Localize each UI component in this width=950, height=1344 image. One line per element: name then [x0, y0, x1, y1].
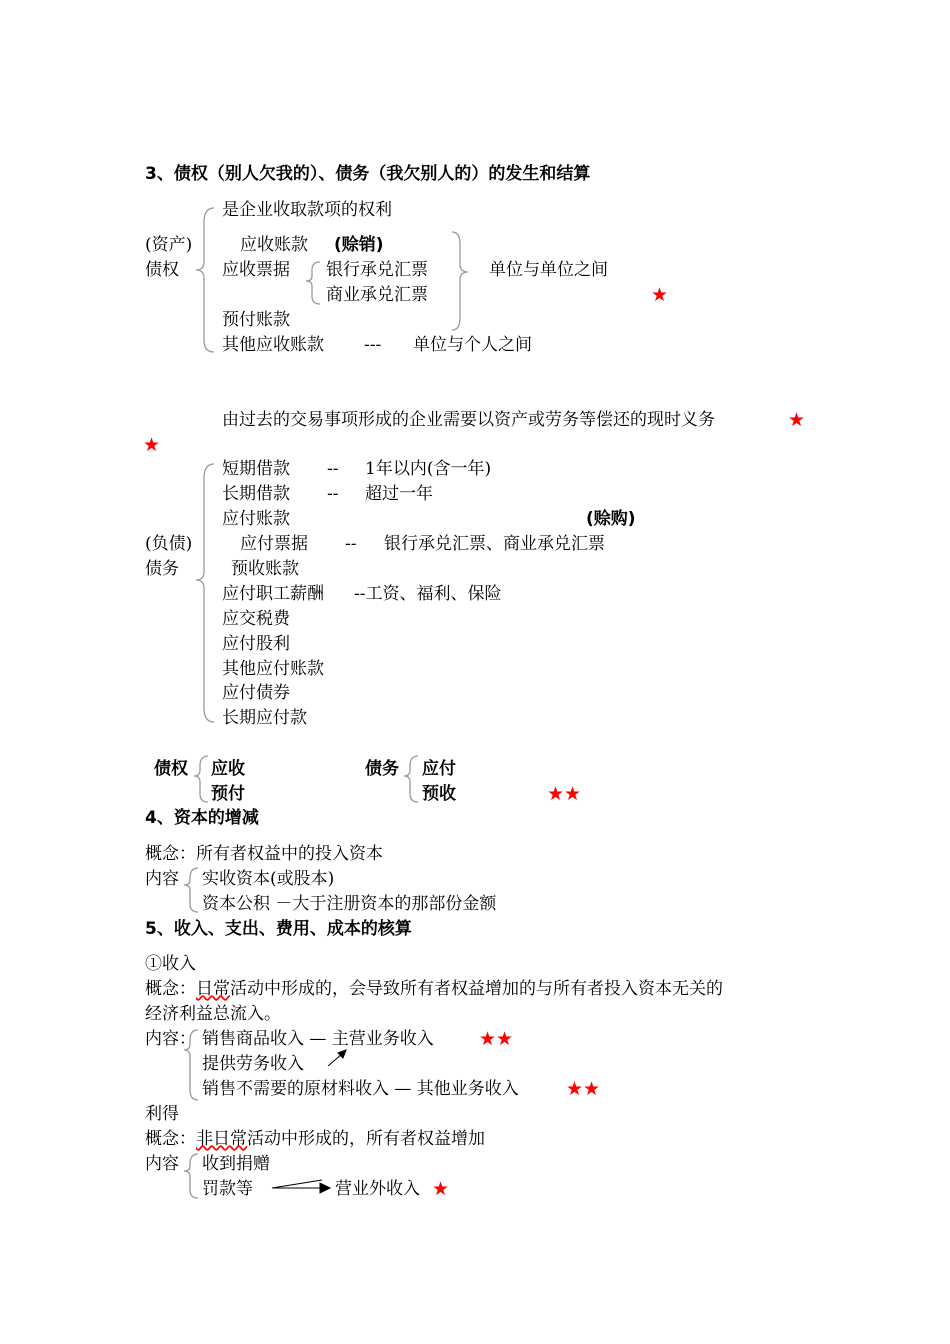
bill-brace	[306, 262, 320, 304]
other-receivables: 其他应收账款	[222, 335, 324, 355]
between-units-note: 单位与单位之间	[489, 260, 608, 280]
summary-claim-prepaid: 预付	[211, 784, 245, 804]
accounts-receivable: 应收账款	[240, 235, 308, 255]
other-payables: 其他应付账款	[222, 659, 324, 679]
star-icon: ★	[432, 1178, 450, 1200]
notes-receivable: 应收票据	[222, 260, 290, 280]
dividends-payable: 应付股利	[222, 634, 290, 654]
accounts-payable: 应付账款	[222, 509, 290, 529]
paid-in-capital: 实收资本(或股本)	[202, 869, 335, 889]
asset-definition: 是企业收取款项的权利	[222, 200, 392, 220]
bonds-payable: 应付债券	[222, 683, 290, 703]
donation-received: 收到捐赠	[202, 1154, 270, 1174]
capital-brace	[184, 868, 198, 912]
star-icon: ★	[651, 284, 669, 306]
notes-payable: 应付票据	[240, 534, 308, 554]
advance-receipts: 预收账款	[231, 559, 299, 579]
long-term-payables: 长期应付款	[222, 708, 307, 728]
taxes-payable: 应交税费	[222, 609, 290, 629]
claim-label: 债权	[145, 260, 179, 280]
revenue-subheading: ①收入	[145, 954, 196, 974]
star-icon: ★★	[547, 783, 582, 805]
material-sales-revenue: 销售不需要的原材料收入 — 其他业务收入	[202, 1079, 519, 1099]
capital-reserve: 资本公积 －大于注册资本的那部份金额	[202, 894, 497, 914]
star-icon: ★	[143, 434, 161, 456]
receivable-note: (赊销)	[334, 235, 384, 255]
summary-claim-label: 债权	[154, 759, 188, 779]
prepaid-accounts: 预付账款	[222, 310, 290, 330]
liability-label: (负债)	[145, 534, 193, 554]
capital-content-label: 内容	[145, 869, 179, 889]
gain-brace	[184, 1154, 198, 1198]
capital-concept: 概念：所有者权益中的投入资本	[145, 844, 383, 864]
salary-note: --工资、福利、保险	[354, 584, 502, 604]
section-5-heading: 5、收入、支出、费用、成本的核算	[145, 919, 412, 939]
summary-debt-label: 债务	[365, 759, 399, 779]
daily-underlined: 日常	[196, 979, 230, 999]
long-term-note: 超过一年	[365, 484, 433, 504]
section-3-heading: 3、债权（别人欠我的）、债务（我欠别人的）的发生和结算	[145, 164, 591, 184]
sales-revenue: 销售商品收入 — 主营业务收入	[202, 1029, 434, 1049]
long-term-dash: --	[327, 484, 339, 504]
non-daily-underlined: 非日常	[196, 1129, 247, 1149]
gain-concept: 概念：非日常活动中形成的，所有者权益增加	[145, 1129, 485, 1149]
employee-salary-payable: 应付职工薪酬	[222, 584, 324, 604]
revenue-content-label: 内容：	[145, 1029, 196, 1049]
liability-definition: 由过去的交易事项形成的企业需要以资产或劳务等偿还的现时义务	[222, 410, 715, 430]
star-icon: ★★	[479, 1028, 514, 1050]
other-receivables-dash: ---	[364, 335, 382, 355]
debt-label: 债务	[145, 559, 179, 579]
notes-payable-dash: --	[345, 534, 357, 554]
unit-individual-note: 单位与个人之间	[413, 335, 532, 355]
claim-brace	[194, 756, 208, 802]
bank-acceptance-bill: 银行承兑汇票	[326, 260, 428, 280]
short-term-loan: 短期借款	[222, 459, 290, 479]
gain-heading: 利得	[145, 1104, 179, 1124]
short-term-note: 1年以内(含一年)	[365, 459, 492, 479]
liability-brace	[196, 464, 214, 722]
section-4-heading: 4、资本的增减	[145, 808, 259, 828]
asset-label: (资产)	[145, 235, 193, 255]
revenue-concept-line2: 经济利益总流入。	[145, 1004, 281, 1024]
gain-content-label: 内容	[145, 1154, 179, 1174]
fines: 罚款等	[202, 1179, 253, 1199]
star-icon: ★	[788, 409, 806, 431]
revenue-concept: 概念：日常活动中形成的，会导致所有者权益增加的与所有者投入资本无关的	[145, 979, 723, 999]
non-operating-income: 营业外收入	[335, 1179, 420, 1199]
service-revenue: 提供劳务收入	[202, 1054, 304, 1074]
star-icon: ★★	[566, 1078, 601, 1100]
summary-debt-advance: 预收	[422, 784, 456, 804]
long-term-loan: 长期借款	[222, 484, 290, 504]
receivable-right-brace	[452, 232, 468, 330]
asset-brace	[196, 208, 214, 352]
commercial-acceptance-bill: 商业承兑汇票	[326, 285, 428, 305]
summary-debt-payable: 应付	[422, 759, 456, 779]
short-term-dash: --	[327, 459, 339, 479]
notes-payable-note: 银行承兑汇票、商业承兑汇票	[384, 534, 605, 554]
summary-claim-receivable: 应收	[211, 759, 245, 779]
payable-note: (赊购)	[586, 509, 636, 529]
debt-brace	[404, 756, 418, 802]
